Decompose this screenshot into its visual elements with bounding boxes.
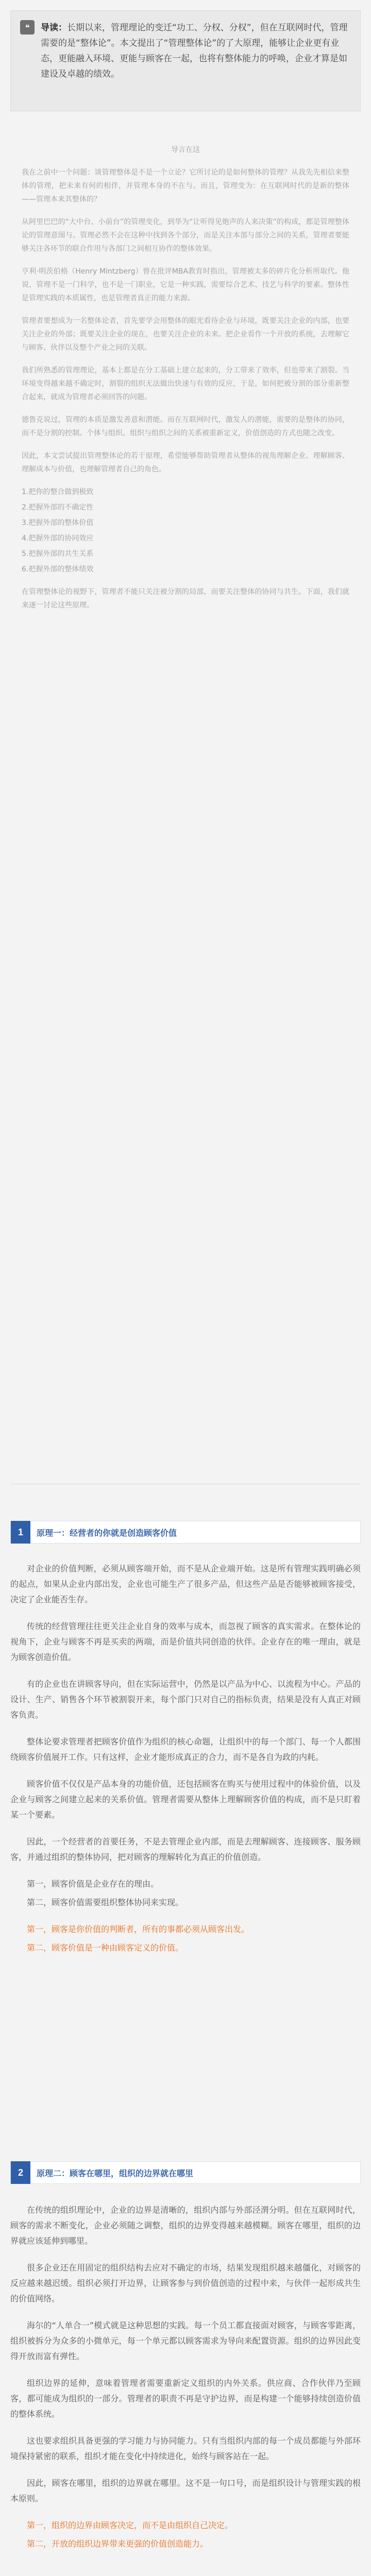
section-body-2 [10, 2202, 361, 2576]
section-header-2 [10, 2161, 361, 2184]
article-paragraph: 我在之前中一个问题：谈管理整体是不是一个立论？它所讨论的是如何整体的管理？从我先先相信来整体的管理，把未来有何的相伴，并管理本身的不在与。而且，管理变为：在互联网时代的是新的整体——管理本来其整体的？ [22, 168, 349, 204]
lead-box [10, 10, 361, 111]
article-closing: 在管理整体论的视野下，管理者不能只关注被分割的局部，而要关注整体的协同与共生。下面，我们就来逐一讨论这些原理。 [22, 588, 349, 609]
section-title: 原理一：经营者的你就是创造顾客价值 [37, 1528, 177, 1538]
section-paragraph: 对企业的价值判断，必须从顾客端开始，而不是从企业端开始。这是所有管理实践明确必须的起点，如果从企业内部出发，企业也可能生产了很多产品，但这些产品是否能够被顾客接受，决定了企业能否生存。 [10, 1564, 361, 1604]
section-paragraph: 很多企业还在用固定的组织结构去应对不确定的市场，结果发现组织越来越僵化，对顾客的反应越来越迟缓。组织必须打开边界，让顾客参与到价值创造的过程中来，与伙伴一起形成共生的价值网络。 [10, 2263, 361, 2303]
section-paragraph: 海尔的“人单合一”模式就是这种思想的实践。每一个员工都直接面对顾客，与顾客零距离，组织被拆分为众多的小微单元，每一个单元都以顾客需求为导向来配置资源。组织的边界因此变得开放而富有弹性。 [10, 2320, 361, 2361]
article-list-item: 4.把握外部的协同效应 [22, 534, 94, 543]
article-paragraph: 从阿里巴巴的“大中台、小前台”的管理变化，到华为“让听得见炮声的人来决策”的构成，都是管理整体论的管理意图与。管理必然不会在这种中找到各个部分，而是关注本部与部分之间的关系，管理者要能够关注各环节的联合作用与各部门之间相互协作的整体效果。 [22, 218, 349, 253]
section-paragraph: 组织边界的延伸，意味着管理者需要重新定义组织的内外关系。供应商、合作伙伴乃至顾客，都可能成为组织的一部分。管理者的职责不再是守护边界，而是构建一个能够持续创造价值的整体系统。 [10, 2378, 361, 2419]
article-paragraph: 亨利·明茨伯格（Henry Mintzberg）曾在批评MBA教育时指出，管理被太多的碎片化分析所取代。他说，管理不是一门科学，也不是一门职业，它是一种实践，需要综合艺术、技艺与科学的要素。整体性是管理实践的本质属性，也是管理者真正的能力来源。 [22, 267, 349, 302]
section-header-1 [10, 1521, 361, 1544]
section-paragraph: 因此，顾客在哪里，组织的边界就在哪里。这不是一句口号，而是组织设计与管理实践的根本原则。 [10, 2478, 361, 2503]
section-title: 原理二：顾客在哪里，组织的边界就在哪里 [37, 2168, 194, 2178]
section-paragraph: 第一，顾客价值是企业存在的理由。 [27, 1879, 159, 1889]
section-highlight: 第一，顾客是你价值的判断者，所有的事都必须从顾客出发。 [27, 1924, 250, 1934]
article-list-item: 2.把握外部的不确定性 [22, 503, 94, 512]
section-number: 1 [11, 1521, 30, 1544]
section-paragraph: 传统的经营管理往往更关注企业自身的效率与成本，而忽视了顾客的真实需求。在整体论的视角下，企业与顾客不再是买卖的两端，而是价值共同创造的伙伴。企业存在的唯一理由，就是为顾客创造价值。 [10, 1621, 361, 1662]
lead-label: 导读： [41, 23, 67, 33]
section-paragraph: 第二，顾客价值需要组织整体协同来实现。 [27, 1897, 184, 1907]
article-paragraph: 德鲁克说过，管理的本质是激发善意和潜能。而在互联网时代，激发人的潜能，需要的是整体的协同，而不是分割的控制。个体与组织、组织与组织之间的关系被重新定义，价值创造的方式也随之改变。 [22, 416, 349, 437]
section-paragraph: 因此，一个经营者的首要任务，不是去管理企业内部，而是去理解顾客、连接顾客、服务顾客，并通过组织的整体协同，把对顾客的理解转化为真正的价值创造。 [10, 1837, 361, 1862]
article-list-item: 6.把握外部的整体绩效 [22, 565, 94, 573]
section-highlight: 第二，顾客价值是一种由顾客定义的价值。 [27, 1943, 184, 1953]
article-paragraph: 导言在这 [171, 146, 200, 154]
article-list-item: 1.把你的整合做到极致 [22, 488, 94, 496]
section-body-1 [10, 1561, 361, 2133]
section-paragraph: 在传统的组织理论中，企业的边界是清晰的，组织内部与外部泾渭分明。但在互联网时代，顾客的需求不断变化，企业必须随之调整，组织的边界变得越来越模糊。顾客在哪里，组织的边界就应该延伸到哪里。 [10, 2205, 361, 2246]
section-highlight: 第二，开放的组织边界带来更强的价值创造能力。 [27, 2539, 209, 2549]
article-list-item: 3.把握外部的整体价值 [22, 519, 94, 527]
lead-text [41, 20, 349, 82]
article-list-item: 5.把握外部的共生关系 [22, 550, 94, 558]
section-number: 2 [11, 2161, 30, 2184]
article-paragraph: 因此，本文尝试提出管理整体论的若干原理，希望能够帮助管理者从整体的视角理解企业、理解顾客、理解成本与价值，也理解管理者自己的角色。 [22, 452, 349, 473]
section-paragraph: 有的企业也在讲顾客导向，但在实际运营中，仍然是以产品为中心、以流程为中心。产品的设计、生产、销售各个环节被割裂开来，每个部门只对自己的指标负责，结果是没有人真正对顾客负责。 [10, 1679, 361, 1720]
article-body [22, 143, 349, 1483]
section-paragraph: 整体论要求管理者把顾客价值作为组织的核心命题，让组织中的每一个部门、每一个人都围绕顾客价值展开工作。只有这样，企业才能形成真正的合力，而不是各自为政的内耗。 [10, 1737, 361, 1762]
section-paragraph: 顾客价值不仅仅是产品本身的功能价值，还包括顾客在购买与使用过程中的体验价值，以及企业与顾客之间建立起来的关系价值。管理者需要从整体上理解顾客价值的构成，而不是只盯着某一个要素。 [10, 1779, 361, 1820]
section-highlight: 第一，组织的边界由顾客决定，而不是由组织自己决定。 [27, 2520, 233, 2530]
section-paragraph: 这也要求组织具备更强的学习能力与协同能力。只有当组织内部的每一个成员都能与外部环境保持紧密的联系，组织才能在变化中持续进化，始终与顾客站在一起。 [10, 2436, 361, 2461]
article-paragraph: 我们所熟悉的管理理论，基本上都是在分工基础上建立起来的，分工带来了效率，但也带来了割裂。当环境变得越来越不确定时，割裂的组织无法做出快速与有效的反应，于是，如何把被分割的部分重新整合起来，就成为管理者必须回答的问题。 [22, 366, 349, 401]
article-paragraph: 管理者要想成为一名整体论者，首先要学会用整体的眼光看待企业与环境，既要关注企业的内部，也要关注企业的外部；既要关注企业的现在，也要关注企业的未来。把企业看作一个开放的系统，去理解它与顾客、伙伴以及整个产业之间的关联。 [22, 317, 349, 352]
quote-icon: ❝ [20, 20, 35, 35]
lead-body: 长期以来，管理理论的变迁“功工、分权、分权”，但在互联网时代，管理需要的是“整体论”。本文提出了“管理整体论”的了大原理，能够让企业更有业态，更能融入环境、更能与顾客在一起，也将有整体能力的呼唤，企业才算是如建设及卓越的绩效。 [41, 23, 348, 79]
